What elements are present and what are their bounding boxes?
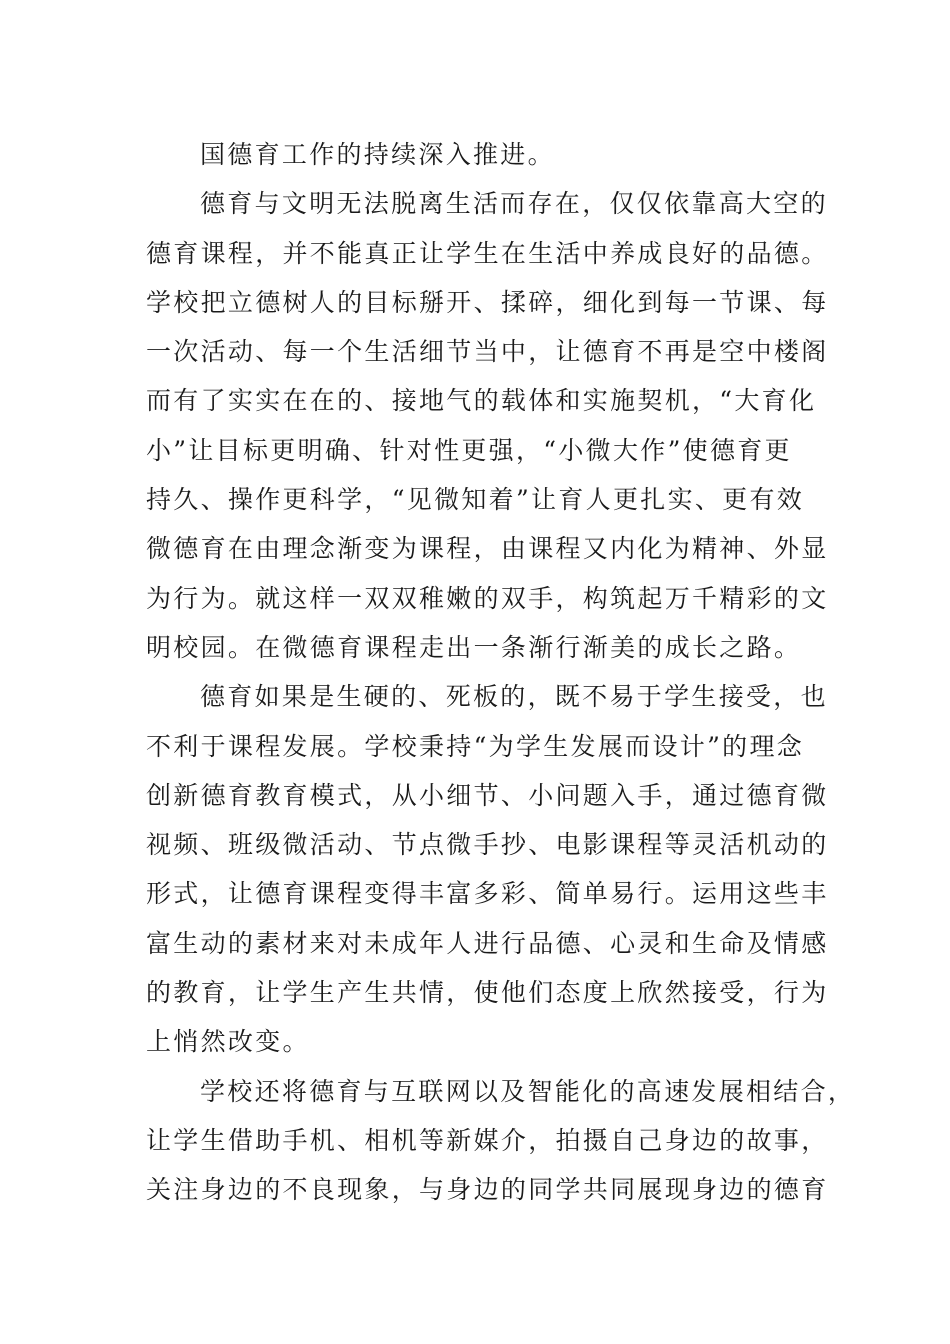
paragraph-3-line-8: 上悄然改变。 bbox=[146, 1027, 310, 1057]
paragraph-2-line-7: 持久、操作更科学，“见微知着”让育人更扎实、更有效 bbox=[146, 485, 805, 515]
paragraph-2-line-8: 微德育在由理念渐变为课程，由课程又内化为精神、外显 bbox=[146, 534, 829, 564]
paragraph-3-line-2: 不利于课程发展。学校秉持“为学生发展而设计”的理念 bbox=[146, 731, 805, 761]
paragraph-2-line-1: 德育与文明无法脱离生活而存在，仅仅依靠高大空的 bbox=[200, 189, 828, 219]
paragraph-2-line-2: 德育课程，并不能真正让学生在生活中养成良好的品德。 bbox=[146, 238, 829, 268]
paragraph-2-line-5: 而有了实实在在的、接地气的载体和实施契机，“大育化 bbox=[146, 386, 817, 416]
paragraph-3-line-3: 创新德育教育模式，从小细节、小问题入手，通过德育微 bbox=[146, 780, 829, 810]
paragraph-2-line-4: 一次活动、每一个生活细节当中，让德育不再是空中楼阁 bbox=[146, 337, 829, 367]
paragraph-1-line-1: 国德育工作的持续深入推进。 bbox=[200, 140, 555, 169]
paragraph-3-line-7: 的教育，让学生产生共情，使他们态度上欣然接受，行为 bbox=[146, 978, 829, 1008]
paragraph-2-line-9: 为行为。就这样一双双稚嫩的双手，构筑起万千精彩的文 bbox=[146, 583, 829, 613]
paragraph-2-line-10: 明校园。在微德育课程走出一条渐行渐美的成长之路。 bbox=[146, 632, 802, 662]
paragraph-4-line-1: 学校还将德育与互联网以及智能化的高速发展相结合， bbox=[200, 1076, 856, 1106]
paragraph-4-line-3: 关注身边的不良现象，与身边的同学共同展现身边的德育 bbox=[146, 1175, 829, 1205]
paragraph-2-line-3: 学校把立德树人的目标掰开、揉碎，细化到每一节课、每 bbox=[146, 287, 829, 317]
paragraph-3-line-6: 富生动的素材来对未成年人进行品德、心灵和生命及情感 bbox=[146, 928, 829, 958]
paragraph-4-line-2: 让学生借助手机、相机等新媒介，拍摄自己身边的故事， bbox=[146, 1125, 829, 1155]
paragraph-3-line-1: 德育如果是生硬的、死板的，既不易于学生接受，也 bbox=[200, 682, 828, 712]
document-body bbox=[146, 130, 856, 1215]
paragraph-2-line-6: 小”让目标更明确、针对性更强，“小微大作”使德育更 bbox=[146, 435, 792, 465]
paragraph-3-line-4: 视频、班级微活动、节点微手抄、电影课程等灵活机动的 bbox=[146, 830, 829, 860]
paragraph-3-line-5: 形式，让德育课程变得丰富多彩、简单易行。运用这些丰 bbox=[146, 879, 829, 909]
